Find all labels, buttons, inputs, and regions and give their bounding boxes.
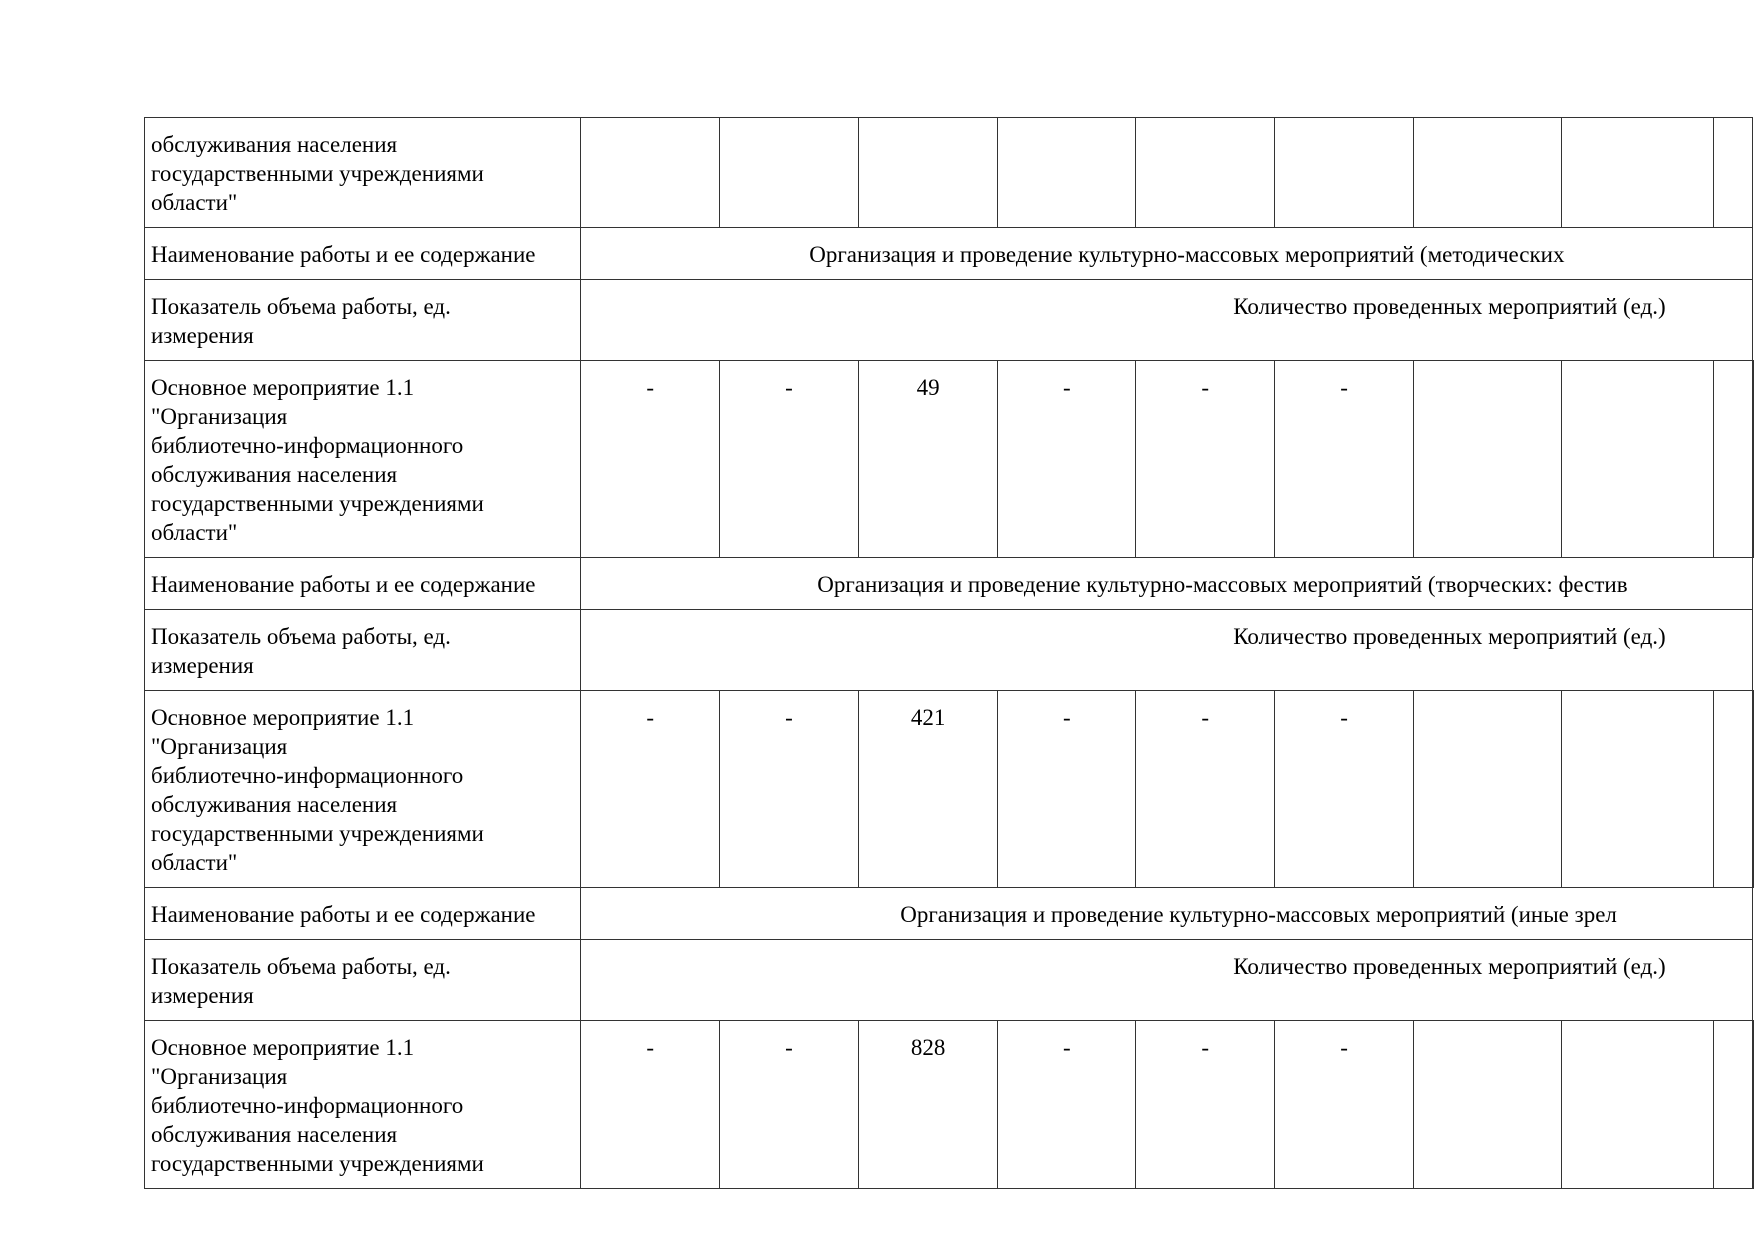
indicator-label [145,940,581,1021]
indicator-label [145,280,581,361]
table-row [145,558,1754,610]
value-cell [720,118,859,228]
indicator-value-cell [581,940,1753,1021]
indicator-value: Количество проведенных мероприятий (ед.) [1233,294,1666,319]
value-cell [1753,691,1754,888]
cell-value: - [785,375,793,400]
cell-value: - [785,705,793,730]
value-cell [1136,361,1275,558]
value-cell [1753,361,1754,558]
cell-value: - [1201,1035,1210,1060]
value-cell [720,691,859,888]
value-cell [720,361,859,558]
cell-value: - [646,1035,654,1060]
value-cell [581,118,720,228]
value-cell [1713,361,1752,558]
cell-value: - [1201,705,1210,730]
value-cell [998,1021,1136,1189]
value-cell [1275,361,1414,558]
value-cell [1414,1021,1562,1189]
value-cell [1275,1021,1414,1189]
indicator-label-text: Показатель объема работы, ед. измерения [151,294,451,348]
indicator-value-cell [581,610,1753,691]
cell-value: 421 [910,705,946,730]
value-cell [998,118,1136,228]
row-label [145,118,581,228]
value-cell [858,361,997,558]
cell-value: - [1201,375,1210,400]
value-cell [998,361,1136,558]
cell-value: - [1340,375,1348,400]
value-cell [581,361,720,558]
cell-value: - [646,705,654,730]
value-cell [1414,691,1562,888]
indicator-label-text: Показатель объема работы, ед. измерения [151,624,451,678]
cell-value: - [1063,705,1071,730]
cell-value: - [1340,705,1348,730]
value-cell [1136,1021,1275,1189]
value-cell [1562,118,1713,228]
value-cell [1713,691,1752,888]
table-row [145,691,1754,888]
table-row [145,280,1754,361]
value-cell [1713,1021,1752,1189]
value-cell [1562,691,1713,888]
row-label-text: обслуживания населения государственными учреждениями области" [151,132,484,215]
table-row [145,610,1754,691]
table-row [145,228,1754,280]
measure-label-text: Основное мероприятие 1.1 "Организация библиотечно-информационного обслуживания населения государственными учреждениями области" [151,705,484,875]
work-name-value-cell [581,888,1753,940]
report-table [144,117,1754,1189]
value-cell [1275,691,1414,888]
cell-value: 828 [910,1035,946,1060]
measure-label [145,361,581,558]
indicator-label [145,610,581,691]
measure-label-text: Основное мероприятие 1.1 "Организация библиотечно-информационного обслуживания населения государственными учреждениями [151,1035,484,1176]
value-cell [1275,118,1414,228]
value-cell [1136,118,1275,228]
table-row [145,118,1754,228]
indicator-label-text: Показатель объема работы, ед. измерения [151,954,451,1008]
value-cell [1713,118,1752,228]
indicator-value: Количество проведенных мероприятий (ед.) [1233,624,1666,649]
measure-label [145,1021,581,1189]
value-cell [1562,361,1713,558]
cell-value: - [1063,375,1071,400]
measure-label [145,691,581,888]
work-name-value-cell [581,558,1753,610]
table-row [145,1021,1754,1189]
value-cell [1414,118,1562,228]
cell-value: 49 [916,375,940,400]
measure-label-text: Основное мероприятие 1.1 "Организация библиотечно-информационного обслуживания населения государственными учреждениями области" [151,375,484,545]
table-row [145,888,1754,940]
value-cell [1414,361,1562,558]
cell-value: - [785,1035,793,1060]
work-name-value-cell [581,228,1753,280]
value-cell [1136,691,1275,888]
table-row [145,361,1754,558]
value-cell [581,691,720,888]
work-name-value: Организация и проведение культурно-массовых мероприятий (иные зрел [900,902,1617,927]
indicator-value: Количество проведенных мероприятий (ед.) [1233,954,1666,979]
value-cell [858,691,997,888]
value-cell [1753,1021,1754,1189]
cell-value: - [646,375,654,400]
work-name-value: Организация и проведение культурно-массовых мероприятий (методических [809,242,1565,267]
value-cell [581,1021,720,1189]
work-name-label: Наименование работы и ее содержание [145,558,581,610]
cell-value: - [1063,1035,1071,1060]
work-name-label: Наименование работы и ее содержание [145,228,581,280]
value-cell [998,691,1136,888]
indicator-value-cell [581,280,1753,361]
work-name-value: Организация и проведение культурно-массовых мероприятий (творческих: фестив [817,572,1628,597]
cell-value: - [1340,1035,1348,1060]
value-cell [858,1021,997,1189]
value-cell [720,1021,859,1189]
table-row [145,940,1754,1021]
work-name-label: Наименование работы и ее содержание [145,888,581,940]
value-cell [1562,1021,1713,1189]
value-cell [858,118,997,228]
